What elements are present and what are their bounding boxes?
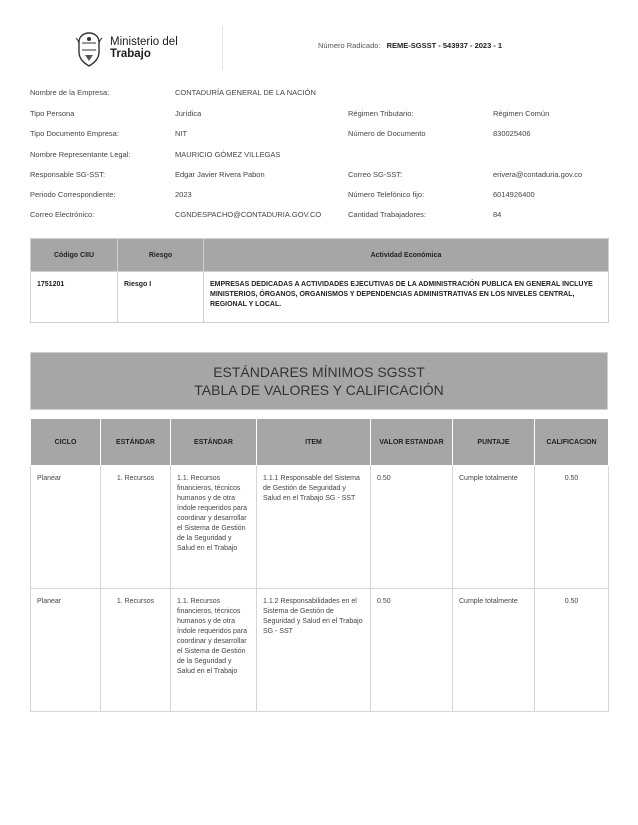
page-header — [0, 0, 638, 92]
cell-valor-estandar: 0.50 — [371, 466, 453, 589]
th-codigo-ciiu: Código CIIU — [31, 239, 118, 272]
cell-actividad: EMPRESAS DEDICADAS A ACTIVIDADES EJECUTIVAS DE LA ADMINISTRACIÓN PUBLICA EN GENERAL INCLUYE MINISTERIOS, ÓRGANOS, ORGANISMOS Y DEPENDENCIAS ADMINISTRATIVAS EN LOS NIVELES CENTRAL, REGIONAL Y LOCAL. — [204, 272, 609, 323]
header-divider — [222, 26, 223, 70]
radicado-value: REME-SGSST - 543937 - 2023 - 1 — [386, 41, 503, 50]
cell-valor-estandar: 0.50 — [371, 589, 453, 712]
standards-banner — [30, 352, 608, 410]
info-label: Responsable SG-SST: — [30, 170, 106, 179]
cell-item: 1.1.1 Responsable del Sistema de Gestión de Seguridad y Salud en el Trabajo SG - SST — [257, 466, 371, 589]
info-label: Número Telefónico fijo: — [348, 190, 425, 199]
banner-title: ESTÁNDARES MÍNIMOS SGSST — [213, 364, 425, 380]
info-label: Correo SG-SST: — [348, 170, 403, 179]
th-actividad: Actividad Económica — [204, 239, 609, 272]
ministerio-logo — [74, 30, 194, 68]
th-valor-estandar: VALOR ESTANDAR — [371, 419, 453, 466]
info-value: Jurídica — [175, 109, 202, 118]
cell-estandar: 1. Recursos — [101, 466, 171, 589]
table-row — [31, 589, 609, 712]
info-label: Tipo Persona — [30, 109, 75, 118]
cell-puntaje: Cumple totalmente — [453, 466, 535, 589]
info-value: CGNDESPACHO@CONTADURIA.GOV.CO — [175, 210, 322, 219]
th-calificacion: CALIFICACION — [535, 419, 609, 466]
info-label: Régimen Tributario: — [348, 109, 414, 118]
info-value: NIT — [175, 129, 188, 138]
cell-estandar-detalle: 1.1. Recursos financieros, técnicos humanos y de otra índole requeridos para coordinar y desarrollar el Sistema de Gestión de la Seguridad y Salud en el Trabajo — [171, 589, 257, 712]
th-riesgo: Riesgo — [118, 239, 204, 272]
standards-table — [30, 418, 609, 712]
cell-calificacion: 0.50 — [535, 466, 609, 589]
info-value: 830025406 — [493, 129, 531, 138]
table-row — [31, 466, 609, 589]
info-value: 6014926400 — [493, 190, 535, 199]
info-row — [30, 170, 608, 180]
coat-of-arms-icon — [74, 30, 104, 68]
info-value: 2023 — [175, 190, 192, 199]
cell-riesgo: Riesgo I — [118, 272, 204, 323]
banner-subtitle: TABLA DE VALORES Y CALIFICACIÓN — [194, 382, 444, 398]
cell-puntaje: Cumple totalmente — [453, 589, 535, 712]
info-value: 84 — [493, 210, 502, 219]
info-label: Número de Documento — [348, 129, 426, 138]
info-value: MAURICIO GÓMEZ VILLEGAS — [175, 150, 281, 159]
ciiu-table — [30, 238, 609, 323]
info-value: CONTADURÍA GENERAL DE LA NACIÓN — [175, 88, 316, 97]
cell-estandar-detalle: 1.1. Recursos financieros, técnicos humanos y de otra índole requeridos para coordinar y desarrollar el Sistema de Gestión de la Seguridad y Salud en el Trabajo — [171, 466, 257, 589]
info-row — [30, 210, 608, 220]
info-row — [30, 150, 608, 160]
th-estandar-detalle: ESTÁNDAR — [171, 419, 257, 466]
info-row — [30, 109, 608, 119]
th-ciclo: CICLO — [31, 419, 101, 466]
info-value: erivera@contaduria.gov.co — [493, 170, 583, 179]
th-item: ITEM — [257, 419, 371, 466]
info-label: Nombre Representante Legal: — [30, 150, 131, 159]
info-row — [30, 190, 608, 200]
table-header-row — [31, 239, 609, 272]
cell-ciclo: Planear — [31, 589, 101, 712]
info-value: Régimen Común — [493, 109, 550, 118]
radicado — [318, 41, 502, 50]
cell-codigo-ciiu: 1751201 — [31, 272, 118, 323]
cell-estandar: 1. Recursos — [101, 589, 171, 712]
th-estandar: ESTÁNDAR — [101, 419, 171, 466]
info-row — [30, 129, 608, 139]
info-label: Cantidad Trabajadores: — [348, 210, 426, 219]
table-row — [31, 272, 609, 323]
logo-line2: Trabajo — [110, 48, 151, 60]
radicado-label: Número Radicado: — [318, 41, 381, 50]
info-row — [30, 88, 608, 98]
info-label: Tipo Documento Empresa: — [30, 129, 119, 138]
cell-calificacion: 0.50 — [535, 589, 609, 712]
info-label: Nombre de la Empresa: — [30, 88, 110, 97]
info-label: Correo Electrónico: — [30, 210, 95, 219]
info-value: Edgar Javier Rivera Pabon — [175, 170, 265, 179]
cell-item: 1.1.2 Responsabilidades en el Sistema de Gestión de Seguridad y Salud en el Trabajo SG - SST — [257, 589, 371, 712]
logo-line1: Ministerio del — [110, 36, 178, 48]
info-label: Periodo Correspondiente: — [30, 190, 116, 199]
table-header-row — [31, 419, 609, 466]
cell-ciclo: Planear — [31, 466, 101, 589]
th-puntaje: PUNTAJE — [453, 419, 535, 466]
